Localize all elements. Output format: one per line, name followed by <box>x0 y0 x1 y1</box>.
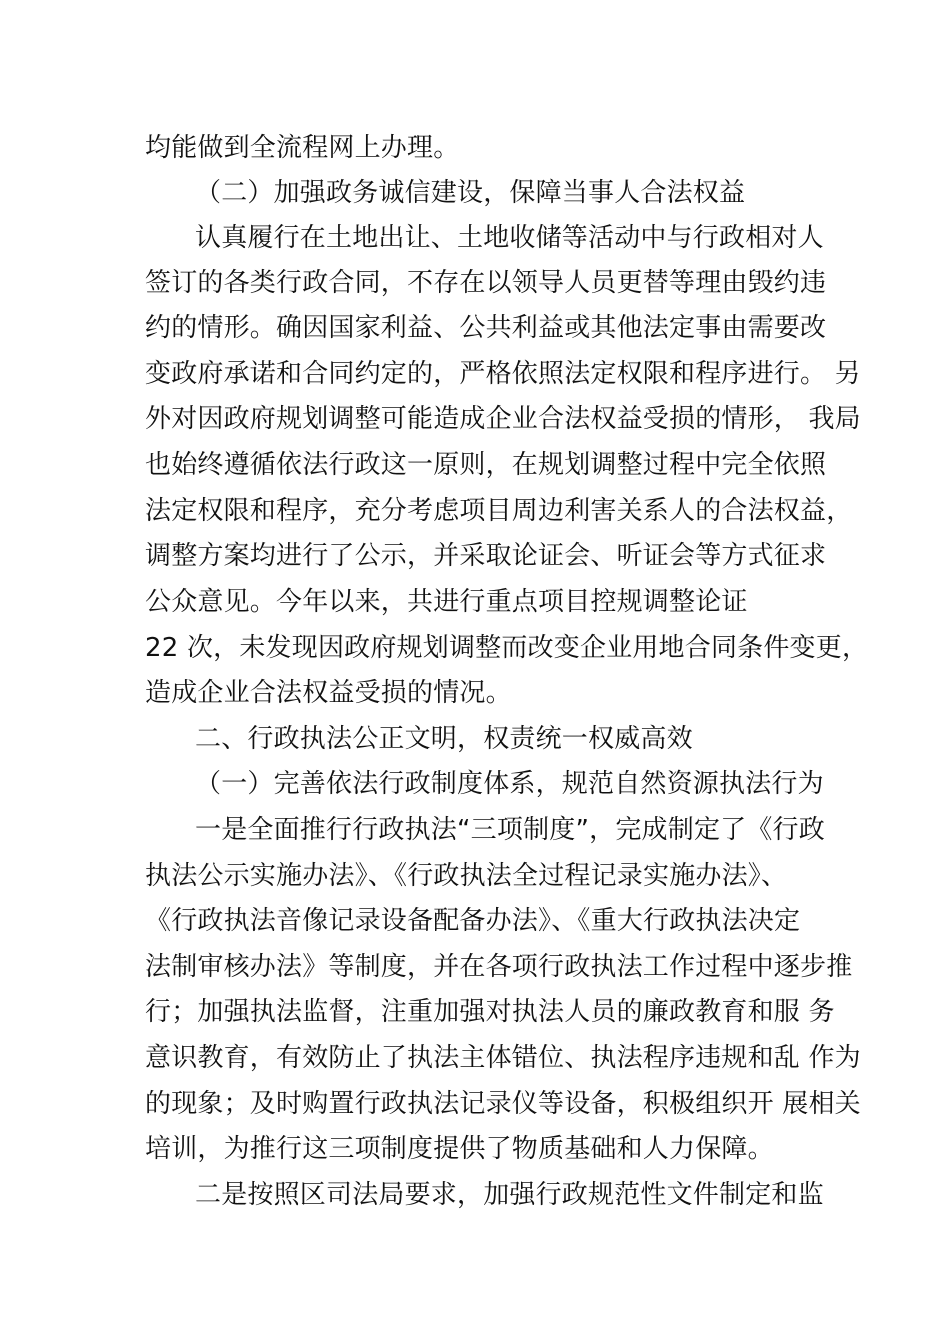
text-line: 意识教育，有效防止了执法主体错位、执法程序违规和乱 作为 <box>145 1043 861 1073</box>
section-heading: （一）完善依法行政制度体系，规范自然资源执法行为 <box>195 769 824 799</box>
text-line: 法制审核办法》等制度，并在各项行政执法工作过程中逐步推 <box>145 952 853 982</box>
section-heading: 二、行政执法公正文明，权责统一权威高效 <box>195 724 693 754</box>
text-line: 一是全面推行行政执法“三项制度”，完成制定了《行政 <box>195 815 825 845</box>
text-line: 的现象；及时购置行政执法记录仪等设备，积极组织开 展相关 <box>145 1089 861 1119</box>
text-line: 均能做到全流程网上办理。 <box>145 133 460 163</box>
text-line: 培训，为推行这三项制度提供了物质基础和人力保障。 <box>145 1134 774 1164</box>
text-line: 调整方案均进行了公示，并采取论证会、听证会等方式征求 <box>145 541 827 571</box>
text-line: 《行政执法音像记录设备配备办法》、《重大行政执法决定 <box>145 906 801 936</box>
section-heading: （二）加强政务诚信建设，保障当事人合法权益 <box>195 178 746 208</box>
text-line: 外对因政府规划调整可能造成企业合法权益受损的情形， 我局 <box>145 404 861 434</box>
text-line: 执法公示实施办法》、《行政执法全过程记录实施办法》、 <box>145 861 788 891</box>
text-line: 二是按照区司法局要求，加强行政规范性文件制定和监 <box>195 1180 824 1210</box>
text-line: 行；加强执法监督，注重加强对执法人员的廉政教育和服 务 <box>145 997 835 1027</box>
text-line: 变政府承诺和合同约定的，严格依照法定权限和程序进行。 另 <box>145 359 861 389</box>
text-line: 认真履行在土地出让、土地收储等活动中与行政相对人 <box>195 223 824 253</box>
text-line: 签订的各类行政合同，不存在以领导人员更替等理由毁约违 <box>145 268 827 298</box>
text-line: 约的情形。确因国家利益、公共利益或其他法定事由需要改 <box>145 313 827 343</box>
text-line: 也始终遵循依法行政这一原则，在规划调整过程中完全依照 <box>145 450 827 480</box>
text-line: 22 次，未发现因政府规划调整而改变企业用地合同条件变更， <box>145 633 869 663</box>
text-line: 公众意见。今年以来，共进行重点项目控规调整论证 <box>145 587 748 617</box>
text-line: 法定权限和程序，充分考虑项目周边利害关系人的合法权益， <box>145 496 853 526</box>
text-line: 造成企业合法权益受损的情况。 <box>145 678 512 708</box>
